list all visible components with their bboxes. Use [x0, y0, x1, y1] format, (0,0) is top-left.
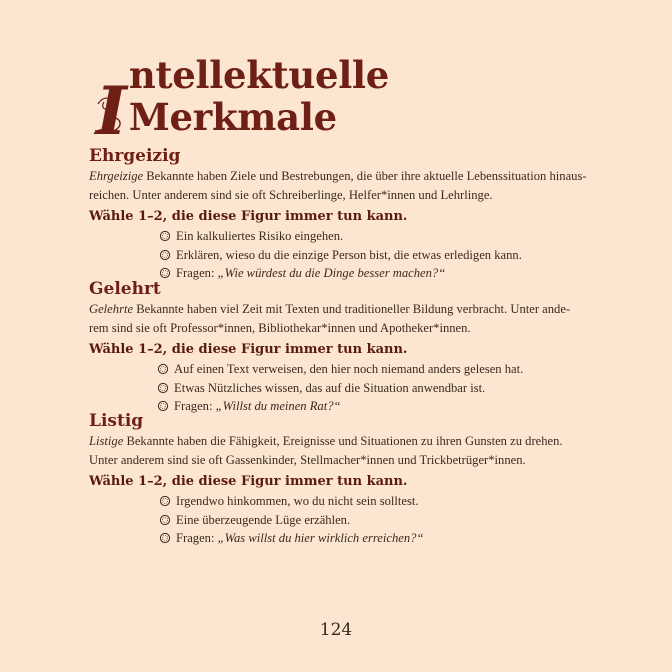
description-text: Bekannte haben die Fähigkeit, Ereignisse und Situationen zu ihren Gunsten zu drehen. [123, 434, 563, 448]
description-lead: Gelehrte [89, 302, 134, 316]
description-text-2: Unter anderem sind sie oft Gassenkinder, Stellmacher*innen und Trickbetrüger*innen. [89, 453, 526, 467]
option-text: Eine überzeugende Lüge erzählen. [176, 512, 351, 527]
title-initial-letter: I [96, 72, 127, 150]
checkbox-circle-icon[interactable] [159, 514, 171, 526]
option-quote: „Wie würdest du die Dinge besser machen?“ [217, 266, 446, 280]
description-text: Bekannte haben viel Zeit mit Texten und traditioneller Bildung verbracht. Unter ande- [133, 302, 571, 316]
option-quote: „Was willst du hier wirklich erreichen?“ [217, 531, 424, 545]
description-text-2: reichen. Unter anderem sind sie oft Schreiberlinge, Helfer*innen und Lehrlinge. [89, 188, 493, 202]
choose-instruction: Wähle 1–2, die diese Figur immer tun kann. [89, 209, 408, 224]
option-text: Erklären, wieso du die einzige Person bist, die etwas erledigen kann. [176, 247, 522, 262]
section-gelehrt [89, 278, 589, 416]
choose-instruction: Wähle 1–2, die diese Figur immer tun kann. [89, 474, 408, 489]
section-heading: Gelehrt [89, 279, 161, 299]
section-heading: Ehrgeizig [89, 146, 181, 166]
description-lead: Listige [89, 434, 124, 448]
option-list [89, 360, 589, 416]
checkbox-circle-icon[interactable] [157, 363, 169, 375]
section-description [89, 167, 589, 205]
option-text: Ein kalkuliertes Risiko eingehen. [176, 229, 344, 243]
list-item [159, 246, 589, 265]
option-text: Irgendwo hinkommen, wo du nicht sein solltest. [176, 494, 419, 508]
checkbox-circle-icon[interactable] [159, 249, 171, 261]
option-text: Fragen: [176, 531, 215, 545]
section-heading: Listig [89, 411, 144, 431]
section-listig [89, 410, 589, 548]
checkbox-circle-icon[interactable] [159, 495, 171, 507]
section-description [89, 432, 589, 470]
flourish-ornament-icon [88, 84, 148, 144]
description-text: Bekannte haben Ziele und Bestrebungen, die über ihre aktuelle Lebenssituation hinaus- [143, 169, 587, 183]
list-item [159, 227, 589, 246]
option-list [89, 227, 589, 283]
section-ehrgeizig [89, 145, 589, 283]
title-text: ntellektuelle Merkmale [128, 53, 389, 139]
list-item [159, 511, 589, 530]
checkbox-circle-icon[interactable] [157, 382, 169, 394]
option-text: Auf einen Text verweisen, den hier noch niemand anders gelesen hat. [174, 362, 524, 376]
option-text: Fragen: [176, 266, 215, 280]
list-item [159, 529, 589, 548]
list-item [157, 360, 589, 379]
option-text: Fragen: [174, 399, 213, 413]
choose-instruction: Wähle 1–2, die diese Figur immer tun kann. [89, 342, 408, 357]
description-lead: Ehrgeizige [89, 169, 144, 183]
page-title [96, 53, 576, 150]
list-item [157, 379, 589, 398]
checkbox-circle-icon[interactable] [159, 230, 171, 242]
option-text: Etwas Nützliches wissen, das auf die Situation anwendbar ist. [174, 380, 486, 395]
decorated-initial [96, 72, 127, 150]
description-text-2: rem sind sie oft Professor*innen, Bibliothekar*innen und Apotheker*innen. [89, 321, 471, 335]
option-quote: „Willst du meinen Rat?“ [215, 399, 341, 413]
option-list [89, 492, 589, 548]
list-item [159, 492, 589, 511]
section-description [89, 300, 589, 338]
page-number: 124 [319, 620, 353, 640]
checkbox-circle-icon[interactable] [159, 532, 171, 544]
